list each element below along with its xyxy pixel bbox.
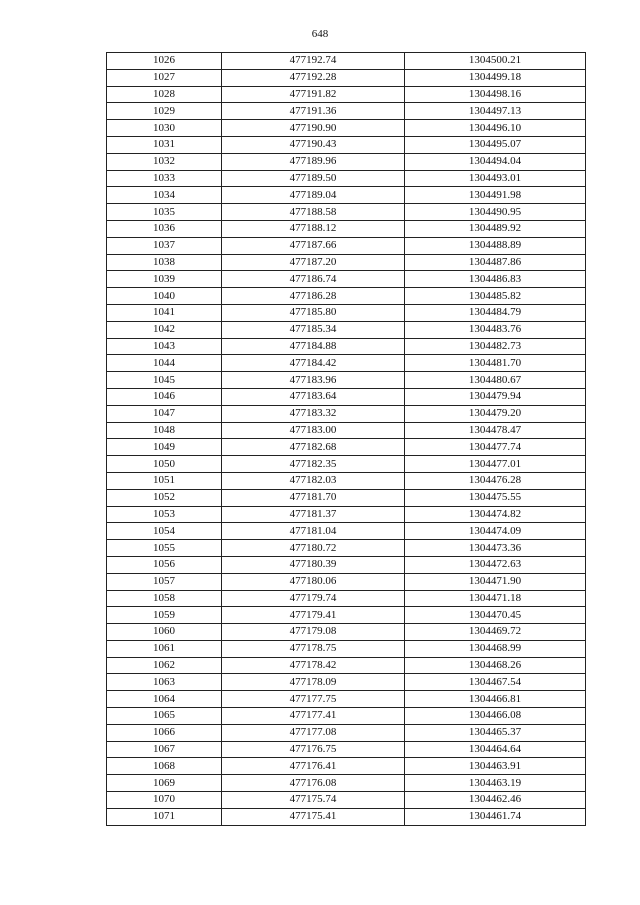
x-coordinate-cell: 477192.28 <box>222 69 405 86</box>
x-coordinate-cell: 477175.41 <box>222 808 405 825</box>
table-row <box>107 674 586 691</box>
y-coordinate-cell: 1304489.92 <box>405 220 586 237</box>
point-number-cell: 1055 <box>107 540 222 557</box>
point-number-cell: 1031 <box>107 136 222 153</box>
x-coordinate-cell: 477177.41 <box>222 708 405 725</box>
point-number-cell: 1064 <box>107 691 222 708</box>
point-number-cell: 1060 <box>107 624 222 641</box>
x-coordinate-cell: 477190.43 <box>222 136 405 153</box>
y-coordinate-cell: 1304475.55 <box>405 489 586 506</box>
y-coordinate-cell: 1304474.82 <box>405 506 586 523</box>
y-coordinate-cell: 1304482.73 <box>405 338 586 355</box>
point-number-cell: 1036 <box>107 220 222 237</box>
x-coordinate-cell: 477183.00 <box>222 422 405 439</box>
x-coordinate-cell: 477188.58 <box>222 204 405 221</box>
point-number-cell: 1049 <box>107 439 222 456</box>
y-coordinate-cell: 1304485.82 <box>405 288 586 305</box>
x-coordinate-cell: 477184.88 <box>222 338 405 355</box>
table-row <box>107 758 586 775</box>
y-coordinate-cell: 1304477.74 <box>405 439 586 456</box>
point-number-cell: 1053 <box>107 506 222 523</box>
y-coordinate-cell: 1304481.70 <box>405 355 586 372</box>
point-number-cell: 1037 <box>107 237 222 254</box>
table-row <box>107 590 586 607</box>
x-coordinate-cell: 477175.74 <box>222 792 405 809</box>
table-row <box>107 187 586 204</box>
table-row <box>107 741 586 758</box>
y-coordinate-cell: 1304478.47 <box>405 422 586 439</box>
point-number-cell: 1046 <box>107 388 222 405</box>
x-coordinate-cell: 477176.75 <box>222 741 405 758</box>
table-row <box>107 372 586 389</box>
x-coordinate-cell: 477180.06 <box>222 573 405 590</box>
y-coordinate-cell: 1304499.18 <box>405 69 586 86</box>
point-number-cell: 1027 <box>107 69 222 86</box>
x-coordinate-cell: 477190.90 <box>222 120 405 137</box>
x-coordinate-cell: 477178.75 <box>222 640 405 657</box>
x-coordinate-cell: 477177.75 <box>222 691 405 708</box>
y-coordinate-cell: 1304488.89 <box>405 237 586 254</box>
table-row <box>107 69 586 86</box>
point-number-cell: 1044 <box>107 355 222 372</box>
point-number-cell: 1034 <box>107 187 222 204</box>
y-coordinate-cell: 1304469.72 <box>405 624 586 641</box>
x-coordinate-cell: 477189.04 <box>222 187 405 204</box>
y-coordinate-cell: 1304466.81 <box>405 691 586 708</box>
point-number-cell: 1065 <box>107 708 222 725</box>
point-number-cell: 1066 <box>107 724 222 741</box>
point-number-cell: 1032 <box>107 153 222 170</box>
table-row <box>107 456 586 473</box>
x-coordinate-cell: 477177.08 <box>222 724 405 741</box>
table-row <box>107 388 586 405</box>
x-coordinate-cell: 477183.64 <box>222 388 405 405</box>
x-coordinate-cell: 477182.68 <box>222 439 405 456</box>
table-row <box>107 624 586 641</box>
y-coordinate-cell: 1304463.19 <box>405 775 586 792</box>
x-coordinate-cell: 477180.72 <box>222 540 405 557</box>
table-row <box>107 136 586 153</box>
y-coordinate-cell: 1304470.45 <box>405 607 586 624</box>
x-coordinate-cell: 477178.09 <box>222 674 405 691</box>
x-coordinate-cell: 477179.08 <box>222 624 405 641</box>
point-number-cell: 1061 <box>107 640 222 657</box>
point-number-cell: 1026 <box>107 53 222 70</box>
y-coordinate-cell: 1304476.28 <box>405 472 586 489</box>
y-coordinate-cell: 1304477.01 <box>405 456 586 473</box>
x-coordinate-cell: 477188.12 <box>222 220 405 237</box>
page-number: 648 <box>311 28 329 40</box>
table-row <box>107 775 586 792</box>
table-row <box>107 237 586 254</box>
point-number-cell: 1048 <box>107 422 222 439</box>
y-coordinate-cell: 1304467.54 <box>405 674 586 691</box>
y-coordinate-cell: 1304473.36 <box>405 540 586 557</box>
table-row <box>107 321 586 338</box>
table-row <box>107 724 586 741</box>
y-coordinate-cell: 1304468.26 <box>405 657 586 674</box>
y-coordinate-cell: 1304471.18 <box>405 590 586 607</box>
table-row <box>107 439 586 456</box>
table-row <box>107 338 586 355</box>
point-number-cell: 1068 <box>107 758 222 775</box>
point-number-cell: 1043 <box>107 338 222 355</box>
table-row <box>107 523 586 540</box>
y-coordinate-cell: 1304463.91 <box>405 758 586 775</box>
table-row <box>107 355 586 372</box>
x-coordinate-cell: 477182.03 <box>222 472 405 489</box>
point-number-cell: 1051 <box>107 472 222 489</box>
x-coordinate-cell: 477179.74 <box>222 590 405 607</box>
y-coordinate-cell: 1304468.99 <box>405 640 586 657</box>
table-row <box>107 271 586 288</box>
table-row <box>107 254 586 271</box>
y-coordinate-cell: 1304487.86 <box>405 254 586 271</box>
point-number-cell: 1038 <box>107 254 222 271</box>
y-coordinate-cell: 1304486.83 <box>405 271 586 288</box>
y-coordinate-cell: 1304464.64 <box>405 741 586 758</box>
x-coordinate-cell: 477191.36 <box>222 103 405 120</box>
y-coordinate-cell: 1304479.20 <box>405 405 586 422</box>
y-coordinate-cell: 1304496.10 <box>405 120 586 137</box>
y-coordinate-cell: 1304483.76 <box>405 321 586 338</box>
table-row <box>107 86 586 103</box>
point-number-cell: 1052 <box>107 489 222 506</box>
table-row <box>107 691 586 708</box>
table-row <box>107 489 586 506</box>
table-row <box>107 556 586 573</box>
table-row <box>107 53 586 70</box>
y-coordinate-cell: 1304479.94 <box>405 388 586 405</box>
x-coordinate-cell: 477184.42 <box>222 355 405 372</box>
table-row <box>107 808 586 825</box>
y-coordinate-cell: 1304474.09 <box>405 523 586 540</box>
y-coordinate-cell: 1304466.08 <box>405 708 586 725</box>
y-coordinate-cell: 1304465.37 <box>405 724 586 741</box>
y-coordinate-cell: 1304484.79 <box>405 304 586 321</box>
x-coordinate-cell: 477185.80 <box>222 304 405 321</box>
point-number-cell: 1059 <box>107 607 222 624</box>
point-number-cell: 1054 <box>107 523 222 540</box>
y-coordinate-cell: 1304480.67 <box>405 372 586 389</box>
y-coordinate-cell: 1304490.95 <box>405 204 586 221</box>
x-coordinate-cell: 477189.50 <box>222 170 405 187</box>
x-coordinate-cell: 477178.42 <box>222 657 405 674</box>
table-row <box>107 506 586 523</box>
coordinates-table <box>106 52 586 826</box>
point-number-cell: 1056 <box>107 556 222 573</box>
point-number-cell: 1050 <box>107 456 222 473</box>
x-coordinate-cell: 477189.96 <box>222 153 405 170</box>
table-row <box>107 120 586 137</box>
x-coordinate-cell: 477183.32 <box>222 405 405 422</box>
point-number-cell: 1062 <box>107 657 222 674</box>
y-coordinate-cell: 1304494.04 <box>405 153 586 170</box>
point-number-cell: 1040 <box>107 288 222 305</box>
point-number-cell: 1035 <box>107 204 222 221</box>
y-coordinate-cell: 1304461.74 <box>405 808 586 825</box>
x-coordinate-cell: 477182.35 <box>222 456 405 473</box>
x-coordinate-cell: 477183.96 <box>222 372 405 389</box>
point-number-cell: 1039 <box>107 271 222 288</box>
y-coordinate-cell: 1304462.46 <box>405 792 586 809</box>
table-row <box>107 607 586 624</box>
table-row <box>107 540 586 557</box>
x-coordinate-cell: 477181.04 <box>222 523 405 540</box>
table-row <box>107 204 586 221</box>
point-number-cell: 1071 <box>107 808 222 825</box>
x-coordinate-cell: 477186.74 <box>222 271 405 288</box>
x-coordinate-cell: 477176.08 <box>222 775 405 792</box>
point-number-cell: 1047 <box>107 405 222 422</box>
point-number-cell: 1041 <box>107 304 222 321</box>
x-coordinate-cell: 477181.70 <box>222 489 405 506</box>
x-coordinate-cell: 477187.66 <box>222 237 405 254</box>
x-coordinate-cell: 477186.28 <box>222 288 405 305</box>
point-number-cell: 1029 <box>107 103 222 120</box>
table-row <box>107 640 586 657</box>
x-coordinate-cell: 477180.39 <box>222 556 405 573</box>
table-row <box>107 472 586 489</box>
x-coordinate-cell: 477181.37 <box>222 506 405 523</box>
point-number-cell: 1057 <box>107 573 222 590</box>
table-row <box>107 288 586 305</box>
y-coordinate-cell: 1304498.16 <box>405 86 586 103</box>
coordinates-table-body <box>107 53 586 826</box>
point-number-cell: 1069 <box>107 775 222 792</box>
x-coordinate-cell: 477187.20 <box>222 254 405 271</box>
y-coordinate-cell: 1304471.90 <box>405 573 586 590</box>
point-number-cell: 1045 <box>107 372 222 389</box>
x-coordinate-cell: 477191.82 <box>222 86 405 103</box>
table-row <box>107 573 586 590</box>
x-coordinate-cell: 477192.74 <box>222 53 405 70</box>
point-number-cell: 1030 <box>107 120 222 137</box>
point-number-cell: 1058 <box>107 590 222 607</box>
table-row <box>107 657 586 674</box>
point-number-cell: 1033 <box>107 170 222 187</box>
table-row <box>107 170 586 187</box>
y-coordinate-cell: 1304493.01 <box>405 170 586 187</box>
table-row <box>107 304 586 321</box>
point-number-cell: 1042 <box>107 321 222 338</box>
point-number-cell: 1070 <box>107 792 222 809</box>
point-number-cell: 1028 <box>107 86 222 103</box>
point-number-cell: 1067 <box>107 741 222 758</box>
y-coordinate-cell: 1304495.07 <box>405 136 586 153</box>
y-coordinate-cell: 1304500.21 <box>405 53 586 70</box>
table-row <box>107 708 586 725</box>
x-coordinate-cell: 477176.41 <box>222 758 405 775</box>
table-row <box>107 220 586 237</box>
x-coordinate-cell: 477179.41 <box>222 607 405 624</box>
table-row <box>107 405 586 422</box>
point-number-cell: 1063 <box>107 674 222 691</box>
table-row <box>107 792 586 809</box>
table-row <box>107 153 586 170</box>
y-coordinate-cell: 1304472.63 <box>405 556 586 573</box>
x-coordinate-cell: 477185.34 <box>222 321 405 338</box>
y-coordinate-cell: 1304491.98 <box>405 187 586 204</box>
y-coordinate-cell: 1304497.13 <box>405 103 586 120</box>
table-row <box>107 422 586 439</box>
table-row <box>107 103 586 120</box>
